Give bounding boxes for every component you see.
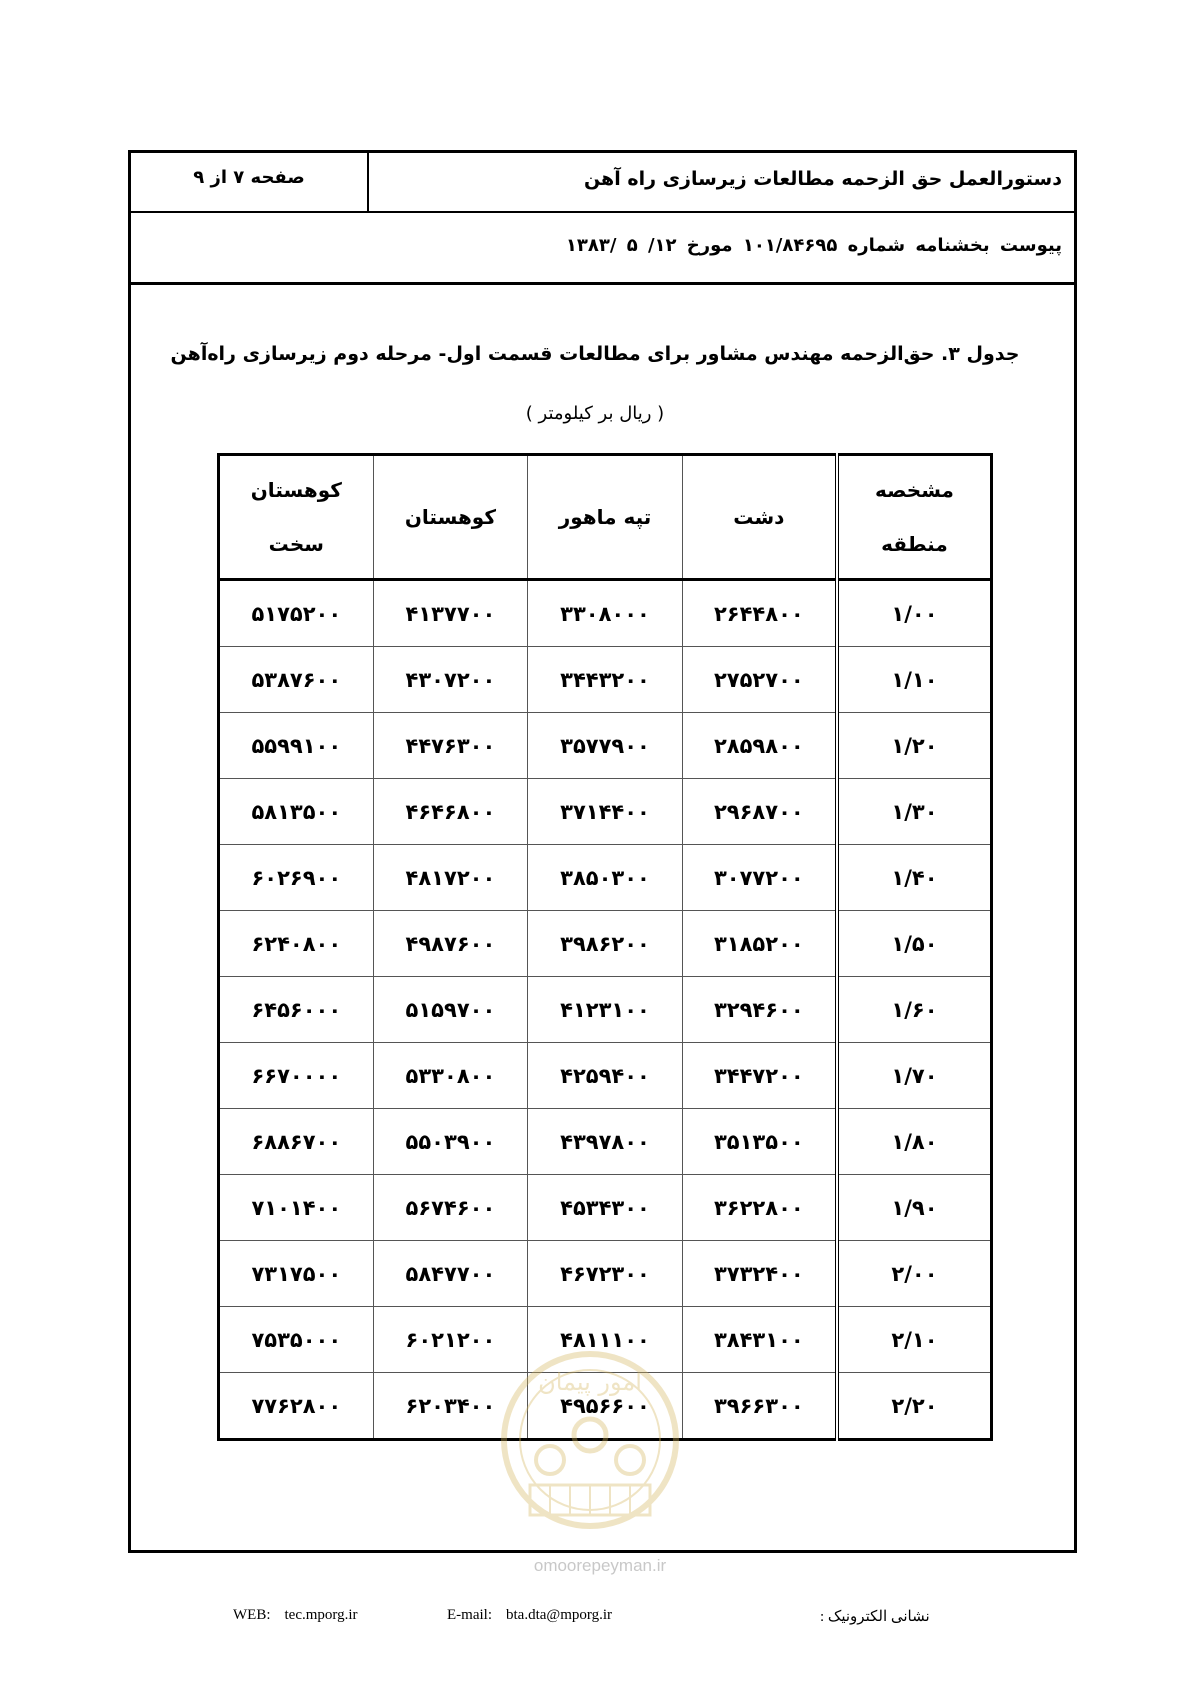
column-header: دشت: [682, 455, 837, 580]
fee-cell: ۲۶۴۴۸۰۰: [682, 580, 837, 647]
footer-email: [447, 1607, 612, 1624]
fee-cell: ۶۲۰۳۴۰۰: [373, 1373, 528, 1440]
fee-cell: ۷۱۰۱۴۰۰: [219, 1175, 374, 1241]
fee-cell: ۵۵۹۹۱۰۰: [219, 713, 374, 779]
table-header-row: [219, 455, 992, 580]
table-row: [219, 1307, 992, 1373]
zone-factor-cell: ۱/۴۰: [837, 845, 992, 911]
column-header: تپه ماهور: [528, 455, 683, 580]
fee-cell: ۴۲۵۹۴۰۰: [528, 1043, 683, 1109]
fee-cell: ۳۷۱۴۴۰۰: [528, 779, 683, 845]
fee-cell: ۴۸۱۱۱۰۰: [528, 1307, 683, 1373]
table-row: [219, 845, 992, 911]
fee-cell: ۳۶۲۲۸۰۰: [682, 1175, 837, 1241]
web-label: WEB:: [233, 1607, 271, 1623]
fee-cell: ۳۷۳۲۴۰۰: [682, 1241, 837, 1307]
zone-factor-cell: ۱/۹۰: [837, 1175, 992, 1241]
fee-cell: ۶۴۵۶۰۰۰: [219, 977, 374, 1043]
attachment-row: [131, 213, 1074, 285]
table-row: [219, 713, 992, 779]
zone-factor-cell: ۱/۱۰: [837, 647, 992, 713]
document-title: دستورالعمل حق الزحمه مطالعات زیرسازی راه آهن: [583, 168, 1062, 190]
fee-cell: ۴۵۳۴۳۰۰: [528, 1175, 683, 1241]
table-unit: ( ریال بر کیلومتر ): [525, 403, 665, 424]
fee-cell: ۵۱۵۹۷۰۰: [373, 977, 528, 1043]
zone-factor-cell: ۱/۲۰: [837, 713, 992, 779]
fee-cell: ۶۶۷۰۰۰۰: [219, 1043, 374, 1109]
fee-cell: ۵۳۸۷۶۰۰: [219, 647, 374, 713]
fee-cell: ۳۵۱۳۵۰۰: [682, 1109, 837, 1175]
column-header: کوهستان سخت: [219, 455, 374, 580]
fee-cell: ۵۵۰۳۹۰۰: [373, 1109, 528, 1175]
table-row: [219, 1241, 992, 1307]
fee-cell: ۲۹۶۸۷۰۰: [682, 779, 837, 845]
fee-cell: ۵۸۴۷۷۰۰: [373, 1241, 528, 1307]
zone-factor-cell: ۱/۷۰: [837, 1043, 992, 1109]
zone-factor-cell: ۲/۲۰: [837, 1373, 992, 1440]
fee-cell: ۴۳۰۷۲۰۰: [373, 647, 528, 713]
table-body: [219, 580, 992, 1440]
fee-cell: ۴۳۹۷۸۰۰: [528, 1109, 683, 1175]
fee-cell: ۳۸۵۰۳۰۰: [528, 845, 683, 911]
fee-cell: ۴۶۴۶۸۰۰: [373, 779, 528, 845]
fee-cell: ۳۴۴۳۲۰۰: [528, 647, 683, 713]
fee-cell: ۳۹۸۶۲۰۰: [528, 911, 683, 977]
table-row: [219, 580, 992, 647]
fee-cell: ۴۸۱۷۲۰۰: [373, 845, 528, 911]
fee-cell: ۳۵۷۷۹۰۰: [528, 713, 683, 779]
fee-table: [217, 453, 993, 1441]
table-row: [219, 911, 992, 977]
fee-cell: ۶۰۲۱۲۰۰: [373, 1307, 528, 1373]
table-row: [219, 647, 992, 713]
zone-factor-cell: ۱/۰۰: [837, 580, 992, 647]
table-row: [219, 1043, 992, 1109]
fee-cell: ۷۵۳۵۰۰۰: [219, 1307, 374, 1373]
fee-cell: ۳۱۸۵۲۰۰: [682, 911, 837, 977]
attachment-reference: پیوست بخشنامه شماره ۱۰۱/۸۴۶۹۵ مورخ ۱۲/ ۵ /۱۳۸۳: [565, 235, 1062, 256]
watermark-site: omoorepeyman.ir: [533, 1556, 667, 1575]
fee-cell: ۳۹۶۶۳۰۰: [682, 1373, 837, 1440]
fee-cell: ۳۴۴۷۲۰۰: [682, 1043, 837, 1109]
zone-factor-cell: ۲/۰۰: [837, 1241, 992, 1307]
fee-cell: ۳۰۷۷۲۰۰: [682, 845, 837, 911]
zone-factor-cell: ۱/۸۰: [837, 1109, 992, 1175]
email-label: E-mail:: [447, 1607, 492, 1623]
fee-cell: ۵۳۳۰۸۰۰: [373, 1043, 528, 1109]
fee-cell: ۷۷۶۲۸۰۰: [219, 1373, 374, 1440]
watermark-logo-text: امور پیمان: [538, 1368, 642, 1396]
footer-address-label: نشانی الکترونیک :: [820, 1609, 930, 1625]
column-header: کوهستان: [373, 455, 528, 580]
fee-cell: ۴۶۷۲۳۰۰: [528, 1241, 683, 1307]
fee-cell: ۵۶۷۴۶۰۰: [373, 1175, 528, 1241]
table-row: [219, 1373, 992, 1440]
fee-cell: ۶۲۴۰۸۰۰: [219, 911, 374, 977]
table-row: [219, 1109, 992, 1175]
table-row: [219, 977, 992, 1043]
fee-cell: ۳۳۰۸۰۰۰: [528, 580, 683, 647]
fee-cell: ۴۹۸۷۶۰۰: [373, 911, 528, 977]
fee-cell: ۵۸۱۳۵۰۰: [219, 779, 374, 845]
header-divider: [367, 153, 369, 213]
zone-factor-cell: ۱/۳۰: [837, 779, 992, 845]
zone-factor-cell: ۱/۶۰: [837, 977, 992, 1043]
fee-cell: ۶۸۸۶۷۰۰: [219, 1109, 374, 1175]
page-number: صفحه ۷ از ۹: [193, 167, 305, 188]
table-title: جدول ۳. حق‌الزحمه مهندس مشاور برای مطالعات قسمت اول- مرحله دوم زیرسازی راه‌آهن: [170, 343, 1020, 365]
fee-cell: ۵۱۷۵۲۰۰: [219, 580, 374, 647]
footer-web: [233, 1607, 358, 1624]
fee-cell: ۳۲۹۴۶۰۰: [682, 977, 837, 1043]
fee-cell: ۴۱۳۷۷۰۰: [373, 580, 528, 647]
fee-cell: ۴۹۵۶۶۰۰: [528, 1373, 683, 1440]
fee-cell: ۲۸۵۹۸۰۰: [682, 713, 837, 779]
zone-factor-cell: ۲/۱۰: [837, 1307, 992, 1373]
fee-cell: ۷۳۱۷۵۰۰: [219, 1241, 374, 1307]
web-link[interactable]: tec.mporg.ir: [284, 1607, 358, 1623]
fee-cell: ۶۰۲۶۹۰۰: [219, 845, 374, 911]
table-row: [219, 1175, 992, 1241]
fee-cell: ۴۴۷۶۳۰۰: [373, 713, 528, 779]
fee-cell: ۲۷۵۲۷۰۰: [682, 647, 837, 713]
column-header: مشخصه منطقه: [837, 455, 992, 580]
table-row: [219, 779, 992, 845]
zone-factor-cell: ۱/۵۰: [837, 911, 992, 977]
email-link[interactable]: bta.dta@mporg.ir: [506, 1607, 613, 1623]
fee-cell: ۳۸۴۳۱۰۰: [682, 1307, 837, 1373]
header-row: [131, 153, 1074, 213]
fee-cell: ۴۱۲۳۱۰۰: [528, 977, 683, 1043]
